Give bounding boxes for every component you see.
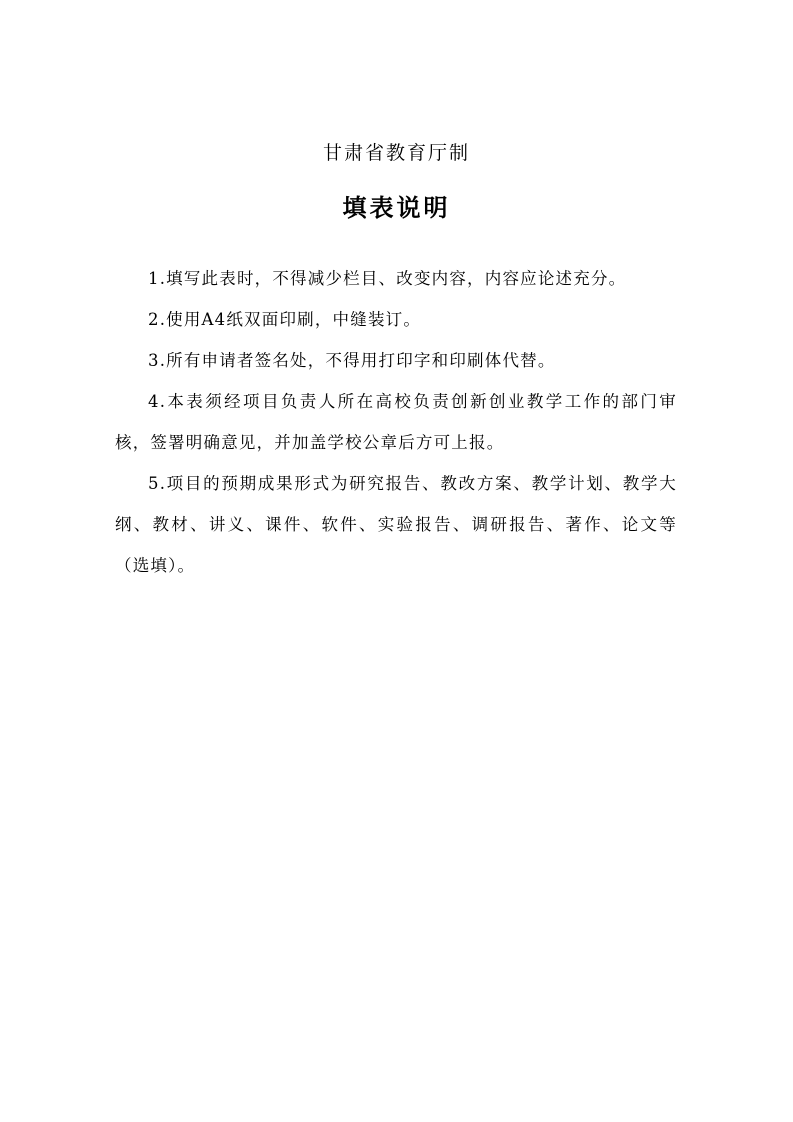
instruction-item-3: 3.所有申请者签名处，不得用打印字和印刷体代替。	[148, 351, 556, 370]
instruction-item-5: 5.项目的预期成果形式为研究报告、教改方案、教学计划、教学大纲、教材、讲义、课件、软件、实验报告、调研报告、著作、论文等（选填）。	[115, 474, 677, 575]
instruction-item-1: 1.填写此表时，不得减少栏目、改变内容，内容应论述充分。	[148, 269, 627, 288]
instruction-item-2: 2.使用A4纸双面印刷，中缝装订。	[148, 310, 422, 329]
issuer-line: 甘肃省教育厅制	[322, 142, 470, 164]
instruction-item-4: 4.本表须经项目负责人所在高校负责创新创业教学工作的部门审核，签署明确意见，并加盖学校公章后方可上报。	[115, 392, 677, 452]
page-title: 填表说明	[342, 194, 451, 222]
instructions-list	[115, 258, 677, 586]
